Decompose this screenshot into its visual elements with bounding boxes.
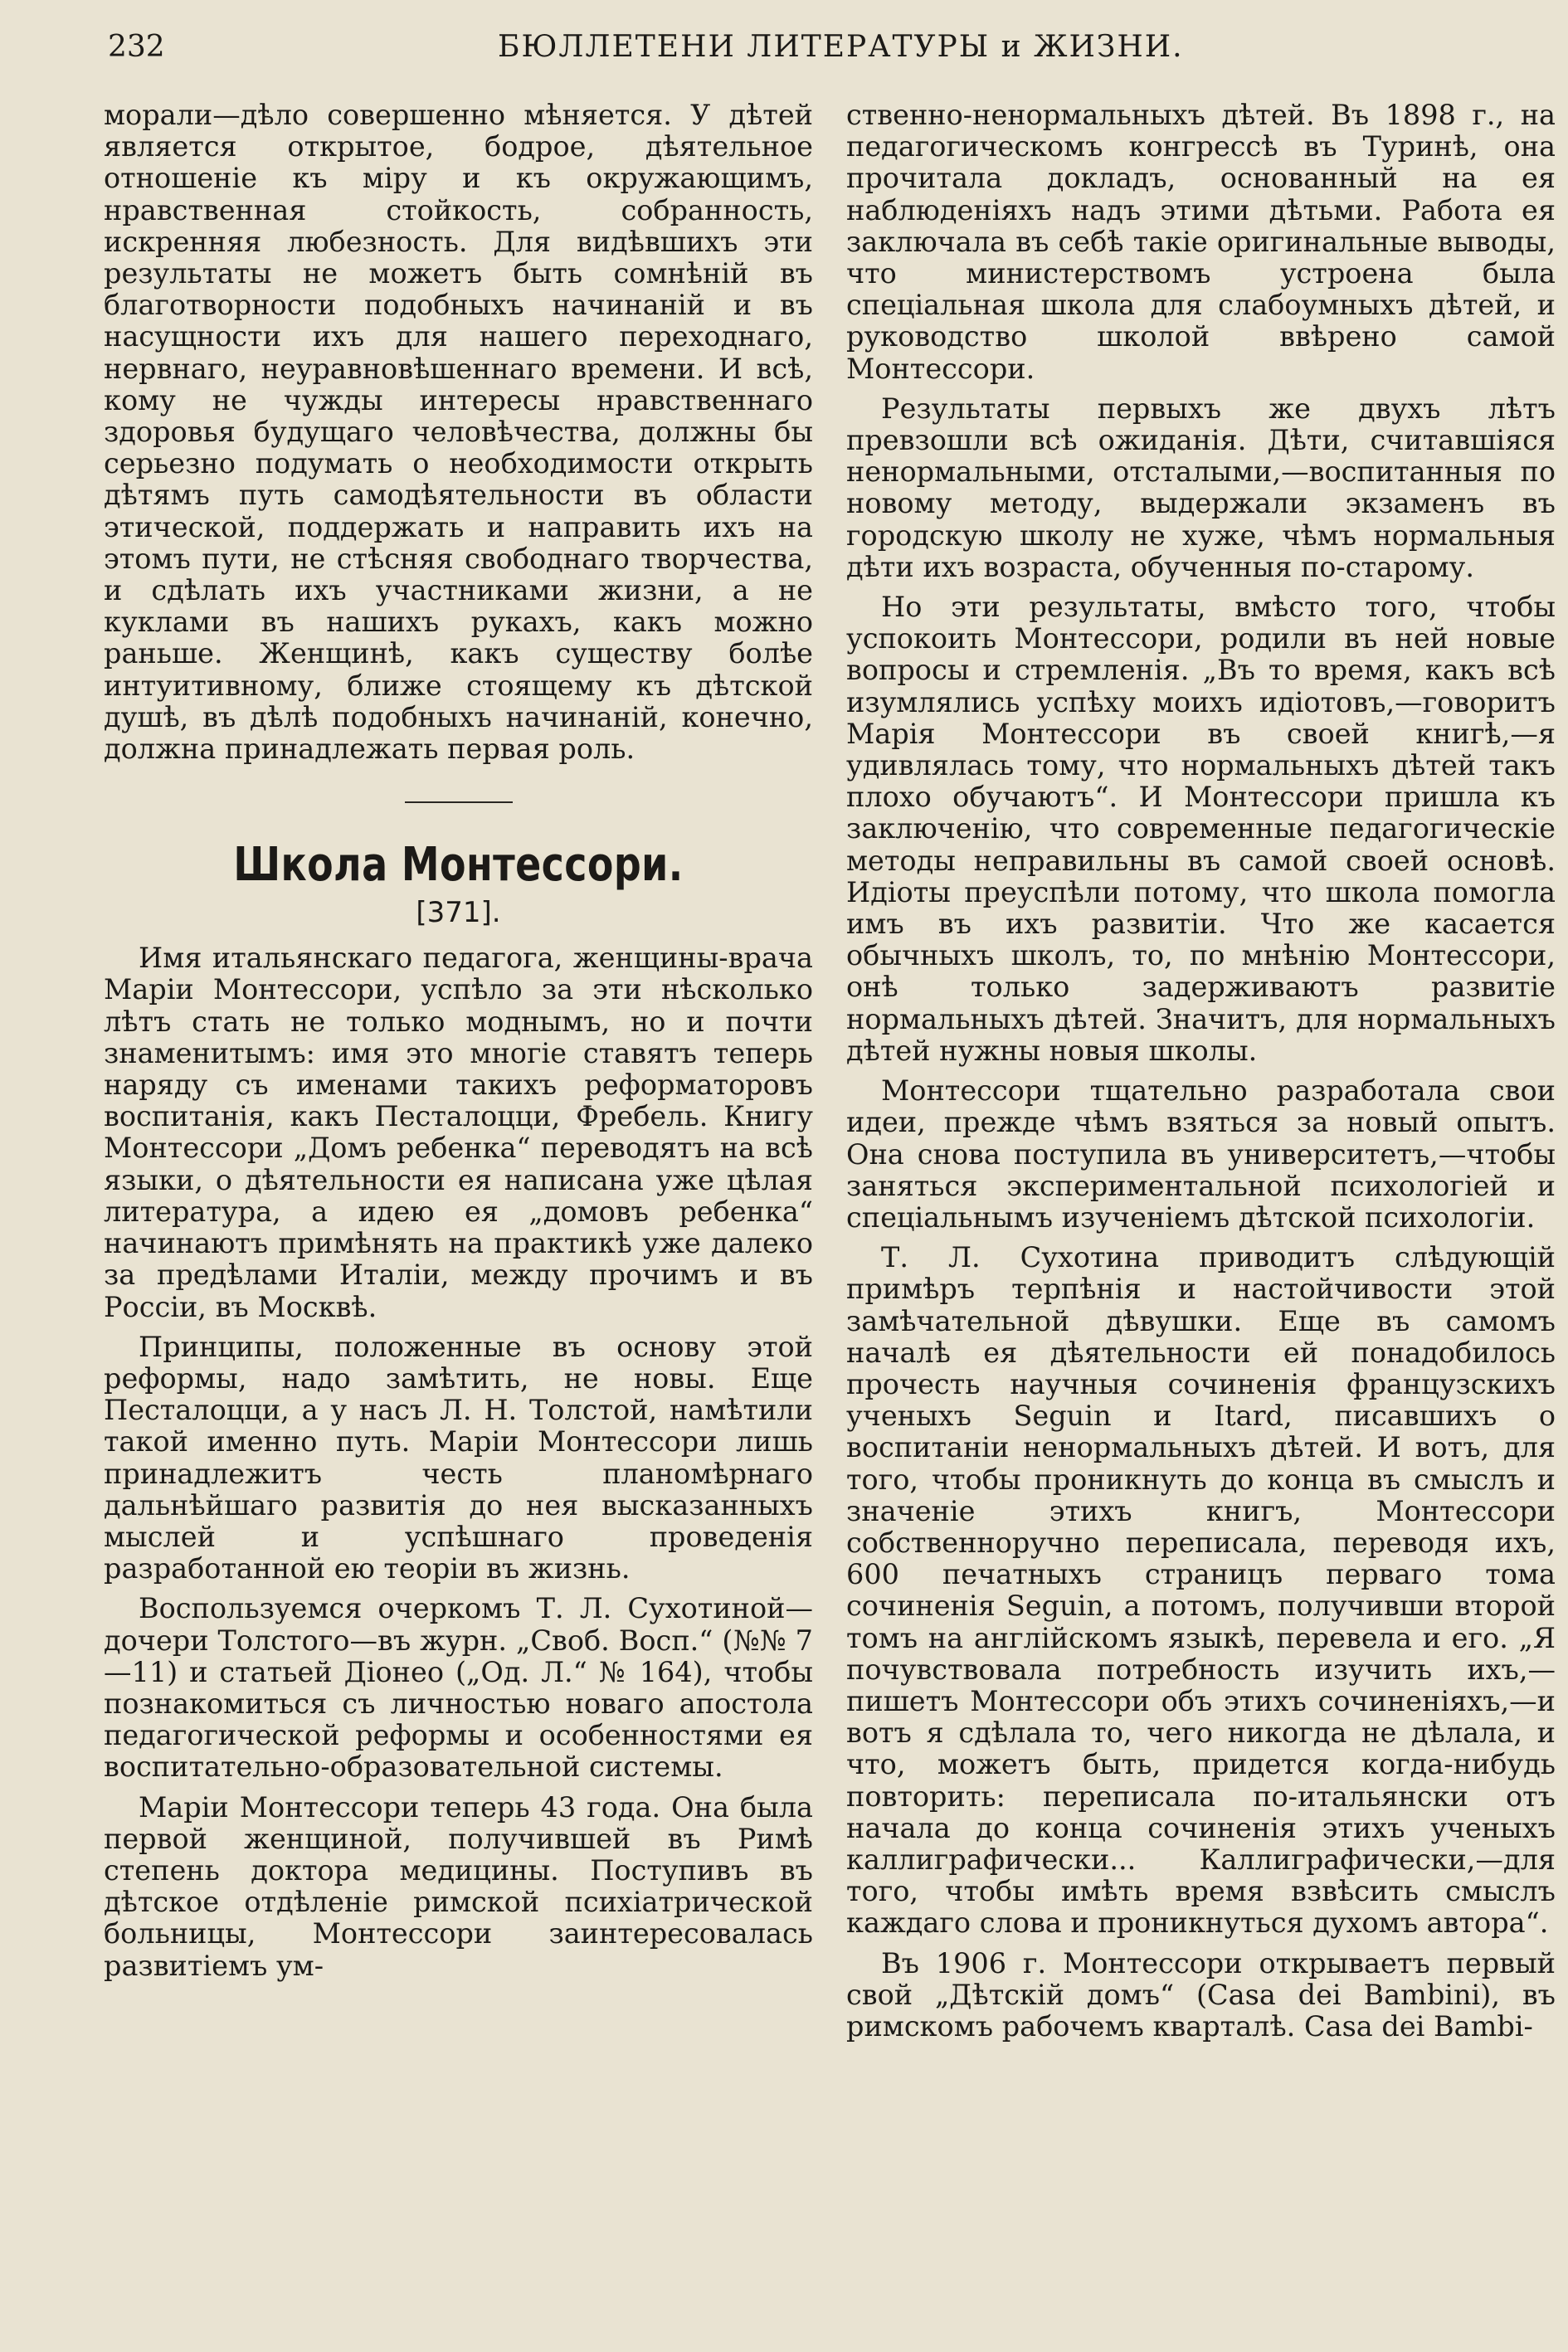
paragraph: Но эти результаты, вмѣсто того, чтобы успокоить Монтессори, родили въ ней новые вопросы и стремленія. „Въ то время, какъ всѣ изумлялись успѣху моихъ идіотовъ,—говоритъ Марія Монтессори въ своей книгѣ,—я удивлялась тому, что нормальныхъ дѣтей такъ плохо обучаютъ“. И Монтессори пришла къ заключенію, что современные педагогическіе методы неправильны въ самой своей основѣ. Идіоты преуспѣли потому, что школа помогла имъ въ ихъ развитіи. Что же касается обычныхъ школъ, то, по мнѣнію Монтессори, онѣ только задерживаютъ развитіе нормальныхъ дѣтей. Значитъ, для нормальныхъ дѣтей нужны новыя школы. [846, 591, 1556, 1067]
section-divider [405, 801, 513, 803]
paragraph: ственно-ненормальныхъ дѣтей. Въ 1898 г., на педагогическомъ конгрессѣ въ Туринѣ, она прочитала докладъ, основанный на ея наблюденіяхъ надъ этими дѣтьми. Работа ея заключала въ себѣ такіе оригинальные выводы, что министерствомъ устроена была спеціальная школа для слабоумныхъ дѣтей, и руководство школой ввѣрено самой Монтессори. [846, 99, 1556, 385]
paragraph: Принципы, положенные въ основу этой реформы, надо замѣтить, не новы. Еще Песталоцци, а у насъ Л. Н. Толстой, намѣтили такой именно путь. Маріи Монтессори лишь принадлежитъ честь планомѣрнаго дальнѣйшаго развитія до нея высказанныхъ мыслей и успѣшнаго проведенія разработанной ею теоріи въ жизнь. [104, 1330, 813, 1585]
page-number: 232 [108, 30, 165, 64]
paragraph: Монтессори тщательно разработала свои идеи, прежде чѣмъ взяться за новый опытъ. Она снова поступила въ университетъ,—чтобы заняться экспериментальной психологіей и спеціальнымъ изученіемъ дѣтской психологіи. [846, 1074, 1556, 1234]
paragraph: Воспользуемся очеркомъ Т. Л. Сухотиной—дочери Толстого—въ журн. „Своб. Восп.“ (№№ 7—11) и статьей Діонео („Од. Л.“ № 164), чтобы познакомиться съ личностью новаго апостола педагогической реформы и особенностями ея воспитательно-образовательной системы. [104, 1592, 813, 1784]
running-head: БЮЛЛЕТЕНИ ЛИТЕРАТУРЫ и ЖИЗНИ. [498, 30, 1184, 64]
article-number: [371]. [416, 896, 501, 930]
paragraph: Результаты первыхъ же двухъ лѣтъ превзошли всѣ ожиданія. Дѣти, считавшіяся ненормальными, отсталыми,—воспитанныя по новому методу, выдержали экзаменъ въ городскую школу не хуже, чѣмъ нормальныя дѣти ихъ возраста, обученныя по-старому. [846, 392, 1556, 583]
right-column [846, 100, 1556, 2051]
paragraph: морали—дѣло совершенно мѣняется. У дѣтей является открытое, бодрое, дѣятельное отношеніе къ міру и къ окружающимъ, нравственная стойкость, собранность, искренняя любезность. Для видѣвшихъ эти результаты не можетъ быть сомнѣній въ благотворности подобныхъ начинаній и въ насущности ихъ для нашего переходнаго, нервнаго, неуравновѣшеннаго времени. И всѣ, кому не чужды интересы нравственнаго здоровья будущаго человѣчества, должны бы серьезно подумать о необходимости открыть дѣтямъ путь самодѣятельности въ области этической, поддержать и направить ихъ на этомъ пути, не стѣсняя свободнаго творчества, и сдѣлать ихъ участниками жизни, а не куклами въ нашихъ рукахъ, какъ можно раньше. Женщинѣ, какъ существу болѣе интуитивному, ближе стоящему къ дѣтской душѣ, въ дѣлѣ подобныхъ начинаній, конечно, должна принадлежать первая роль. [104, 99, 813, 766]
paragraph: Т. Л. Сухотина приводитъ слѣдующій примѣръ терпѣнія и настойчивости этой замѣчательной дѣвушки. Еще въ самомъ началѣ ея дѣятельности ей понадобилось прочесть научныя сочиненія французскихъ ученыхъ Seguin и Itard, писавшихъ о воспитаніи ненормальныхъ дѣтей. И вотъ, для того, чтобы проникнуть до конца въ смыслъ и значеніе этихъ книгъ, Монтессори собственноручно переписала, переводя ихъ, 600 печатныхъ страницъ перваго тома сочиненія Seguin, а потомъ, получивши второй томъ на англійскомъ языкѣ, перевела и его. „Я почувствовала потребность изучить ихъ,—пишетъ Монтессори объ этихъ сочиненіяхъ,—и вотъ я сдѣлала то, чего никогда не дѣлала, и что, можетъ быть, придется когда-нибудь повторить: переписала по-итальянски отъ начала до конца сочиненія этихъ ученыхъ каллиграфически... Каллиграфически,—для того, чтобы имѣть время взвѣсить смыслъ каждаго слова и проникнуться духомъ автора“. [846, 1241, 1556, 1940]
paragraph: Маріи Монтессори теперь 43 года. Она была первой женщиной, получившей въ Римѣ степень доктора медицины. Поступивъ въ дѣтское отдѣленіе римской психіатрической больницы, Монтессори заинтересовалась развитіемъ ум- [104, 1790, 813, 1982]
left-column [104, 100, 813, 1990]
article-title: Школа Монтессори. [233, 838, 684, 893]
paragraph: Имя итальянскаго педагога, женщины-врача Маріи Монтессори, успѣло за эти нѣсколько лѣтъ стать не только моднымъ, но и почти знаменитымъ: имя это многіе ставятъ теперь наряду съ именами такихъ реформаторовъ воспитанія, какъ Песталоцци, Фребель. Книгу Монтессори „Домъ ребенка“ переводятъ на всѣ языки, о дѣятельности ея написана уже цѣлая литература, а идею ея „домовъ ребенка“ начинаютъ примѣнять на практикѣ уже далеко за предѣлами Италіи, между прочимъ и въ Россіи, въ Москвѣ. [104, 942, 813, 1323]
paragraph: Въ 1906 г. Монтессори открываетъ первый свой „Дѣтскій домъ“ (Casa dei Bambini), въ римскомъ рабочемъ кварталѣ. Casa dei Bambi- [846, 1946, 1556, 2043]
page-header [108, 25, 1510, 75]
